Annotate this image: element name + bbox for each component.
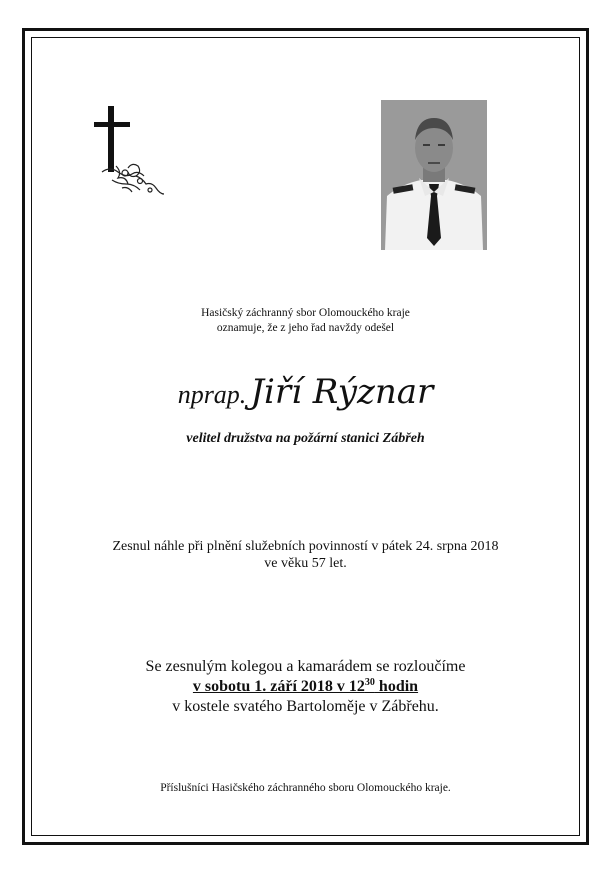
deceased-position: velitel družstva na požární stanici Zábřeh: [186, 431, 425, 446]
death-line-1: Zesnul náhle při plnění služebních povinností v pátek 24. srpna 2018: [112, 539, 499, 554]
deceased-name-row: [0, 372, 611, 416]
funeral-line-1: Se zesnulým kolegou a kamarádem se rozloučíme: [145, 658, 466, 675]
intro-line-2: oznamuje, že z jeho řad navždy odešel: [216, 322, 395, 334]
portrait-photo: [381, 100, 487, 250]
intro-line-1: Hasičský záchranný sbor Olomouckého kraje: [201, 307, 410, 319]
funeral-line-3: v kostele svatého Bartoloměje v Zábřehu.: [172, 698, 439, 715]
funeral-date-line: [0, 677, 611, 696]
funeral-date: v sobotu 1. září 2018 v $12^{30}$ hodin: [192, 677, 419, 695]
cross-with-flowers-icon: [92, 102, 168, 212]
funeral-time-minutes: 30: [364, 677, 375, 688]
deceased-name: Jiří Rýznar: [250, 372, 434, 412]
death-line-2: ve věku 57 let.: [264, 556, 347, 571]
rank-label: nprap.: [177, 380, 247, 409]
footer-signature: Příslušníci Hasičského záchranného sboru Olomouckého kraje.: [160, 782, 451, 794]
